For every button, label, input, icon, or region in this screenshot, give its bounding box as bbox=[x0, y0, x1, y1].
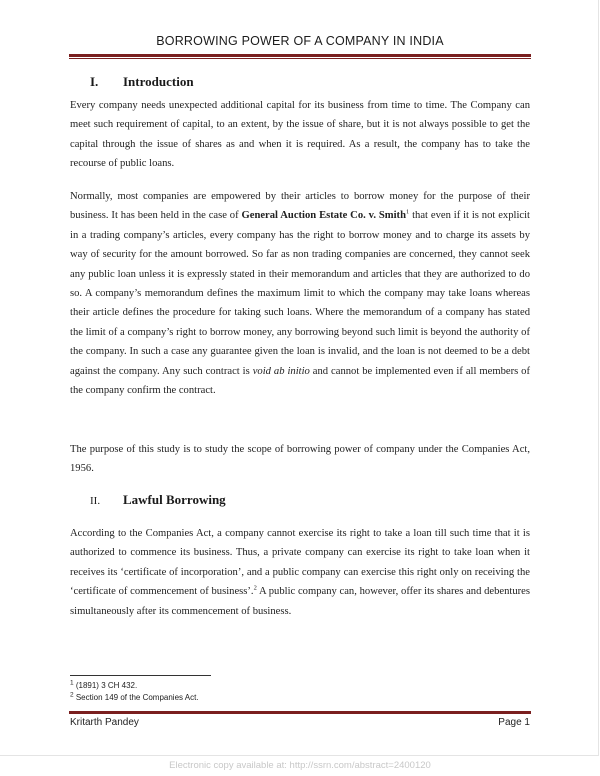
paragraph-text: and cannot be implemented even if all members of the company confirm the contract. bbox=[70, 365, 530, 397]
footnote-ref[interactable]: 1 bbox=[405, 208, 410, 216]
header-rule-thin bbox=[69, 58, 531, 59]
paragraph-text: A public company can, however, offer its shares and debentures simultaneously after its commencement of business. bbox=[70, 586, 530, 617]
footer-page-number: Page 1 bbox=[498, 717, 530, 728]
footer-rule bbox=[69, 711, 531, 714]
footnote-number: 2 bbox=[70, 691, 74, 699]
case-name: General Auction Estate Co. v. Smith bbox=[241, 210, 406, 222]
footer-author: Kritarth Pandey bbox=[70, 717, 139, 728]
footnote-ref[interactable]: 2 bbox=[253, 584, 257, 592]
page-header-title: BORROWING POWER OF A COMPANY IN INDIA bbox=[156, 34, 444, 48]
paragraph-text: According to the Companies Act, a company cannot exercise its right to take a loan till such time that it is authorized to commence its business. Thus, a private company can exercise its right to take loan when it receives its ‘certificate of incorporation’, and a public company can exercise this right only on receiving the ‘certificate of commencement of business’. bbox=[70, 528, 530, 598]
latin-term: void ab initio bbox=[252, 365, 310, 377]
section-title: Introduction bbox=[123, 74, 194, 89]
paragraph-text: Normally, most companies are empowered by their articles to borrow money for the purpose of their business. It has been held in the case of bbox=[70, 191, 530, 222]
footnote-text: (1891) 3 CH 432. bbox=[73, 681, 138, 690]
ssrn-watermark[interactable]: Electronic copy available at: http://ssrn.com/abstract=2400120 bbox=[169, 760, 431, 771]
section-number: II. bbox=[90, 495, 101, 507]
footnote-1 bbox=[70, 681, 137, 690]
paragraph-intro-3: The purpose of this study is to study the scope of borrowing power of company under the Companies Act, 1956. bbox=[70, 444, 530, 475]
paragraph-text: that even if it is not explicit in a trading company’s articles, every company has the right to borrow money and to charge its assets by way of security for the amount borrowed. So far as non trading companies are concerned, they cannot seek any public loan unless it is expressly stated in their memorandum and articles that they are authorized to do so. A company’s memorandum defines the maximum limit to which the company may take loans whereas their article defines the procedure for taking such loans. Where the memorandum of a company has stated the limit of a company’s right to borrow money, any borrowing beyond such limit is beyond the authority of the company. In such a case any guarantee given the loan is invalid, and the loan is not deemed to be a debt against the company. Any such contract is bbox=[70, 210, 530, 377]
section-heading-lawful-borrowing bbox=[90, 492, 226, 508]
header-rule bbox=[69, 54, 531, 57]
section-title: Lawful Borrowing bbox=[123, 492, 226, 507]
section-heading-introduction bbox=[90, 74, 194, 90]
footnote-divider bbox=[70, 675, 211, 676]
paragraph-intro-1: Every company needs unexpected additional capital for its business from time to time. The Company can meet such requirement of capital, to an extent, by the issue of share, but it is not always possible to get the capital through the issue of shares as and when it is required. As a result, the company has to take the recourse of public loans. bbox=[70, 100, 530, 170]
section-number: I. bbox=[90, 74, 99, 89]
paragraph-lawful-1 bbox=[70, 524, 530, 621]
paragraph-intro-2 bbox=[70, 187, 530, 400]
footnote-2 bbox=[70, 693, 199, 702]
footnote-text: Section 149 of the Companies Act. bbox=[73, 693, 199, 702]
footnote-number: 1 bbox=[70, 679, 74, 687]
